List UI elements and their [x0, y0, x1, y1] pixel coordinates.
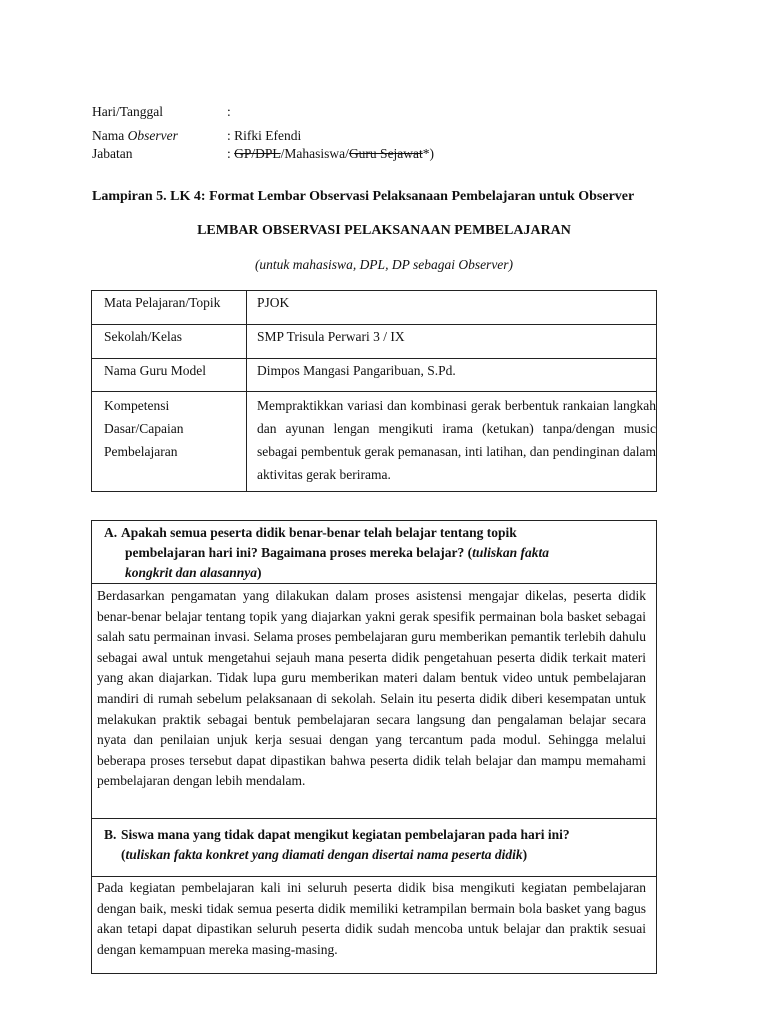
teacher-value: Dimpos Mangasi Pangaribuan, S.Pd. [247, 359, 657, 392]
question-a-line2-italic: tuliskan fakta [472, 545, 550, 560]
position-option-gp-dpl: GP/DPL [234, 146, 281, 161]
school-label: Sekolah/Kelas [92, 325, 247, 359]
position-option-guru-sejawat: Guru Sejawat [348, 146, 423, 161]
page-title: LEMBAR OBSERVASI PELAKSANAAN PEMBELAJARAN [197, 223, 571, 238]
subject-value: PJOK [247, 291, 657, 325]
question-a-line2-text: pembelajaran hari ini? Bagaimana proses mereka belajar? ( [125, 545, 473, 560]
lampiran-heading: Lampiran 5. LK 4: Format Lembar Observasi Pelaksanaan Pembelajaran untuk Observer [92, 189, 635, 204]
kd-label [92, 392, 247, 492]
divider [91, 876, 657, 877]
question-a-line2 [125, 543, 549, 563]
question-b-answer: Pada kegiatan pembelajaran kali ini seluruh peserta didik bisa mengikuti kegiatan pembelajaran dengan baik, meski tidak semua peserta didik memiliki ketrampilan bermain bola basket yang bagus akan tetapi dapat dipastikan seluruh peserta didik sudah mencoba untuk belajar dan praktik sesuai dengan kemampuan mereka masing-masing. [97, 880, 646, 957]
divider [91, 818, 657, 819]
question-b-number: B. [104, 827, 117, 842]
teacher-label: Nama Guru Model [92, 359, 247, 392]
question-a-number: A. [104, 525, 118, 540]
table-row [92, 325, 657, 359]
position-label: Jabatan [92, 146, 133, 161]
date-value: : [227, 104, 231, 119]
question-b-heading [104, 825, 649, 869]
position-footnote-mark: *) [422, 146, 435, 161]
table-row [92, 291, 657, 325]
position-colon: : [227, 146, 235, 161]
table-row [92, 392, 657, 492]
question-b-line2-italic: tuliskan fakta konkret yang diamati dengan disertai nama peserta didik [125, 847, 523, 862]
question-a-answer: Berdasarkan pengamatan yang dilakukan dalam proses asistensi mengajar dikelas, peserta didik benar-benar belajar tentang topik yang diajarkan yakni gerak spesifik permainan bola basket sebagai salah satu permainan invasi. Selama proses pembelajaran guru memberikan pemantik terlebih dahulu sebagai awal untuk mengetahui sejauh mana peserta didik pengetahuan peserta didik terkait materi yang akan diajarkan. Tidak lupa guru memberikan materi dalam bentuk video untuk pembelajaran mandiri di rumah sebelum pelaksanaan di sekolah. Selain itu peserta didik diberi kesempatan untuk melakukan praktik sebagai bentuk pembelajaran secara langsung dan pengalaman belajar secara nyata dan penilaian unjuk kerja sesuai dengan yang tercantum pada modul. Sehingga melalui beberapa proses tersebut dapat dipastikan bahwa peserta didik telah belajar dan mampu memahami pembelajaran dengan lebih mendalam. [97, 588, 646, 789]
kd-label-line: Pembelajaran [104, 444, 178, 459]
observer-label-prefix: Nama [92, 128, 128, 143]
position-value [227, 146, 434, 162]
question-a-line3-italic: kongkrit dan alasannya [125, 565, 258, 580]
divider [91, 583, 657, 584]
observer-value: : Rifki Efendi [227, 128, 302, 143]
table-row [92, 359, 657, 392]
position-option-mahasiswa: Mahasiswa [284, 146, 346, 161]
kd-value: Mempraktikkan variasi dan kombinasi gerak berbentuk rankaian langkah dan ayunan lengan mengikuti irama (ketukan) tanpa/dengan music sebagai pembentuk gerak pemanasan, inti latihan, dan pendinginan dalam aktivitas gerak berirama. [247, 392, 657, 492]
subject-label: Mata Pelajaran/Topik [92, 291, 247, 325]
question-a-heading [104, 523, 649, 583]
question-b-line2-close: ) [522, 847, 528, 862]
kd-label-line: Dasar/Capaian [104, 421, 184, 436]
question-a-line3 [125, 563, 262, 583]
kd-label-line: Kompetensi [104, 398, 170, 413]
question-a-line3-end: ) [257, 565, 262, 580]
observer-label [92, 128, 178, 144]
question-a-line1: Apakah semua peserta didik benar-benar telah belajar tentang topik [121, 525, 517, 540]
question-b-line2 [121, 845, 527, 865]
page-subtitle: (untuk mahasiswa, DPL, DP sebagai Observer) [254, 257, 514, 272]
date-label: Hari/Tanggal [92, 104, 164, 119]
observer-label-em: Observer [127, 128, 178, 143]
school-value: SMP Trisula Perwari 3 / IX [247, 325, 657, 359]
position-separator: / [280, 146, 285, 161]
question-b-line1: Siswa mana yang tidak dapat mengikut kegiatan pembelajaran pada hari ini? [121, 827, 570, 842]
question-b-line2-open: ( [121, 847, 126, 862]
lesson-info-table [91, 290, 657, 492]
position-separator: / [345, 146, 349, 161]
